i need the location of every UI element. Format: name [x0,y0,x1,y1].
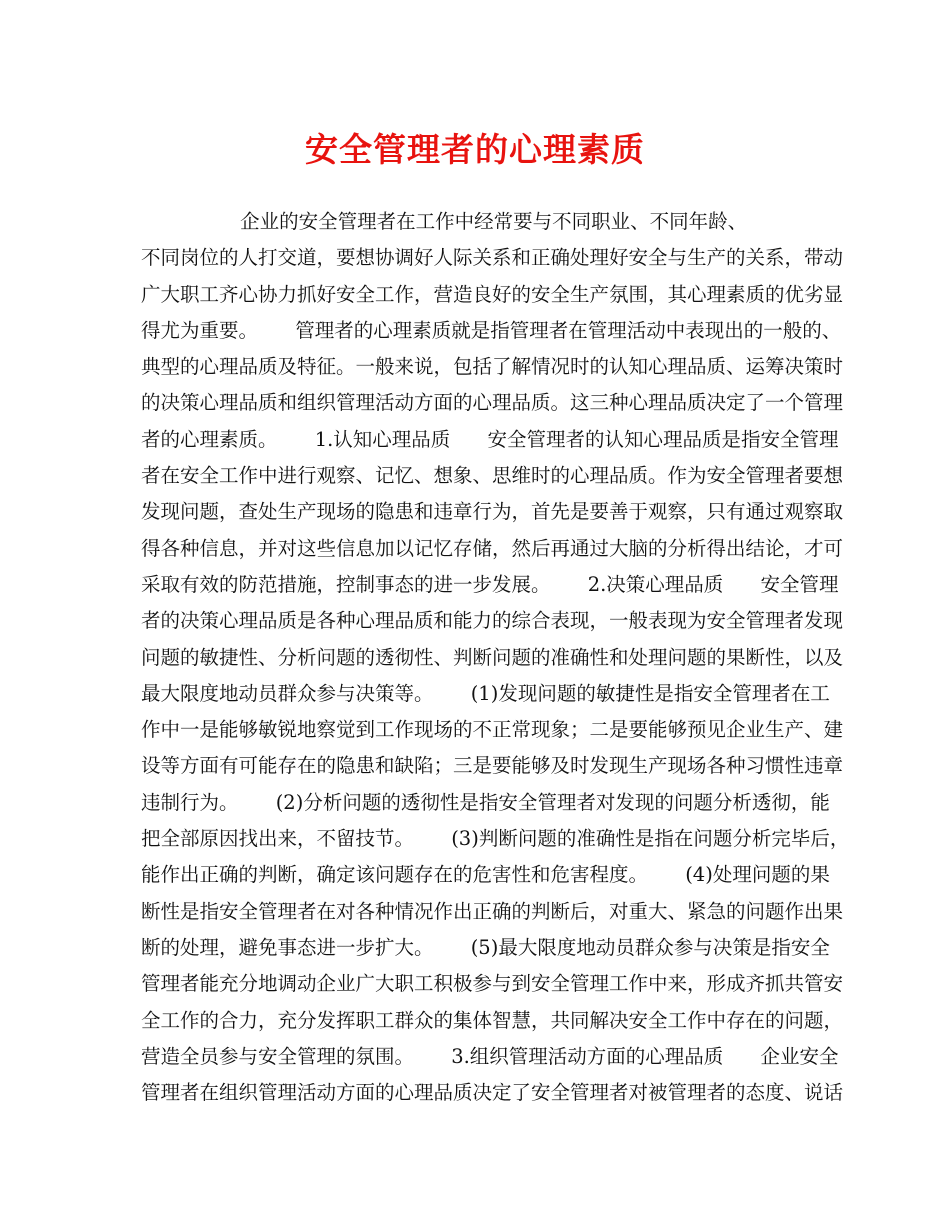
body-line: 全工作的合力，充分发挥职工群众的集体智慧，共同解决安全工作中存在的问题， [141,1008,844,1032]
body-line: 发现问题，查处生产现场的隐患和违章行为，首先是要善于观察，只有通过观察取 [141,500,844,524]
document-body [141,204,850,1111]
body-line: 把全部原因找出来，不留技节。 (3)判断问题的准确性是指在问题分析完毕后， [141,827,850,851]
body-line: 管理者在组织管理活动方面的心理品质决定了安全管理者对被管理者的态度、说话 [141,1081,844,1105]
body-line: 问题的敏捷性、分析问题的透彻性、判断问题的准确性和处理问题的果断性，以及 [141,645,844,669]
body-line: 最大限度地动员群众参与决策等。 (1)发现问题的敏捷性是指安全管理者在工 [141,681,830,705]
body-line: 得各种信息，并对这些信息加以记忆存储，然后再通过大脑的分析得出结论，才可 [141,536,844,560]
body-line: 者在安全工作中进行观察、记忆、想象、思维时的心理品质。作为安全管理者要想 [141,464,844,488]
body-line: 者的决策心理品质是各种心理品质和能力的综合表现，一般表现为安全管理者发现 [141,609,844,633]
body-line: 广大职工齐心协力抓好安全工作，营造良好的安全生产氛围，其心理素质的优劣显 [141,282,844,306]
body-line: 设等方面有可能存在的隐患和缺陷；三是要能够及时发现生产现场各种习惯性违章 [141,754,844,778]
body-line: 断的处理，避免事态进一步扩大。 (5)最大限度地动员群众参与决策是指安全 [141,935,830,959]
body-line: 的决策心理品质和组织管理活动方面的心理品质。这三种心理品质决定了一个管理 [141,391,844,415]
body-line: 营造全员参与安全管理的氛围。 3.组织管理活动方面的心理品质 企业安全 [141,1044,839,1068]
body-line: 采取有效的防范措施，控制事态的进一步发展。 2.决策心理品质 安全管理 [141,572,839,596]
body-line: 典型的心理品质及特征。一般来说，包括了解情况时的认知心理品质、运筹决策时 [141,355,844,379]
body-line: 企业的安全管理者在工作中经常要与不同职业、不同年龄、 [141,210,748,233]
body-line: 作中一是能够敏锐地察觉到工作现场的不正常现象；二是要能够预见企业生产、建 [141,718,844,742]
body-line: 得尤为重要。 管理者的心理素质就是指管理者在管理活动中表现出的一般的、 [141,318,842,342]
body-line: 管理者能充分地调动企业广大职工积极参与到安全管理工作中来，形成齐抓共管安 [141,972,844,996]
document-title: 安全管理者的心理素质 [305,130,645,169]
body-line: 断性是指安全管理者在对各种情况作出正确的判断后，对重大、紧急的问题作出果 [141,899,844,923]
body-line: 违制行为。 (2)分析问题的透彻性是指安全管理者对发现的问题分析透彻，能 [141,790,830,814]
body-line: 者的心理素质。 1.认知心理品质 安全管理者的认知心理品质是指安全管理 [141,427,839,451]
body-line: 不同岗位的人打交道，要想协调好人际关系和正确处理好安全与生产的关系，带动 [141,246,844,270]
body-line: 能作出正确的判断，确定该问题存在的危害性和危害程度。 (4)处理问题的果 [141,863,830,887]
